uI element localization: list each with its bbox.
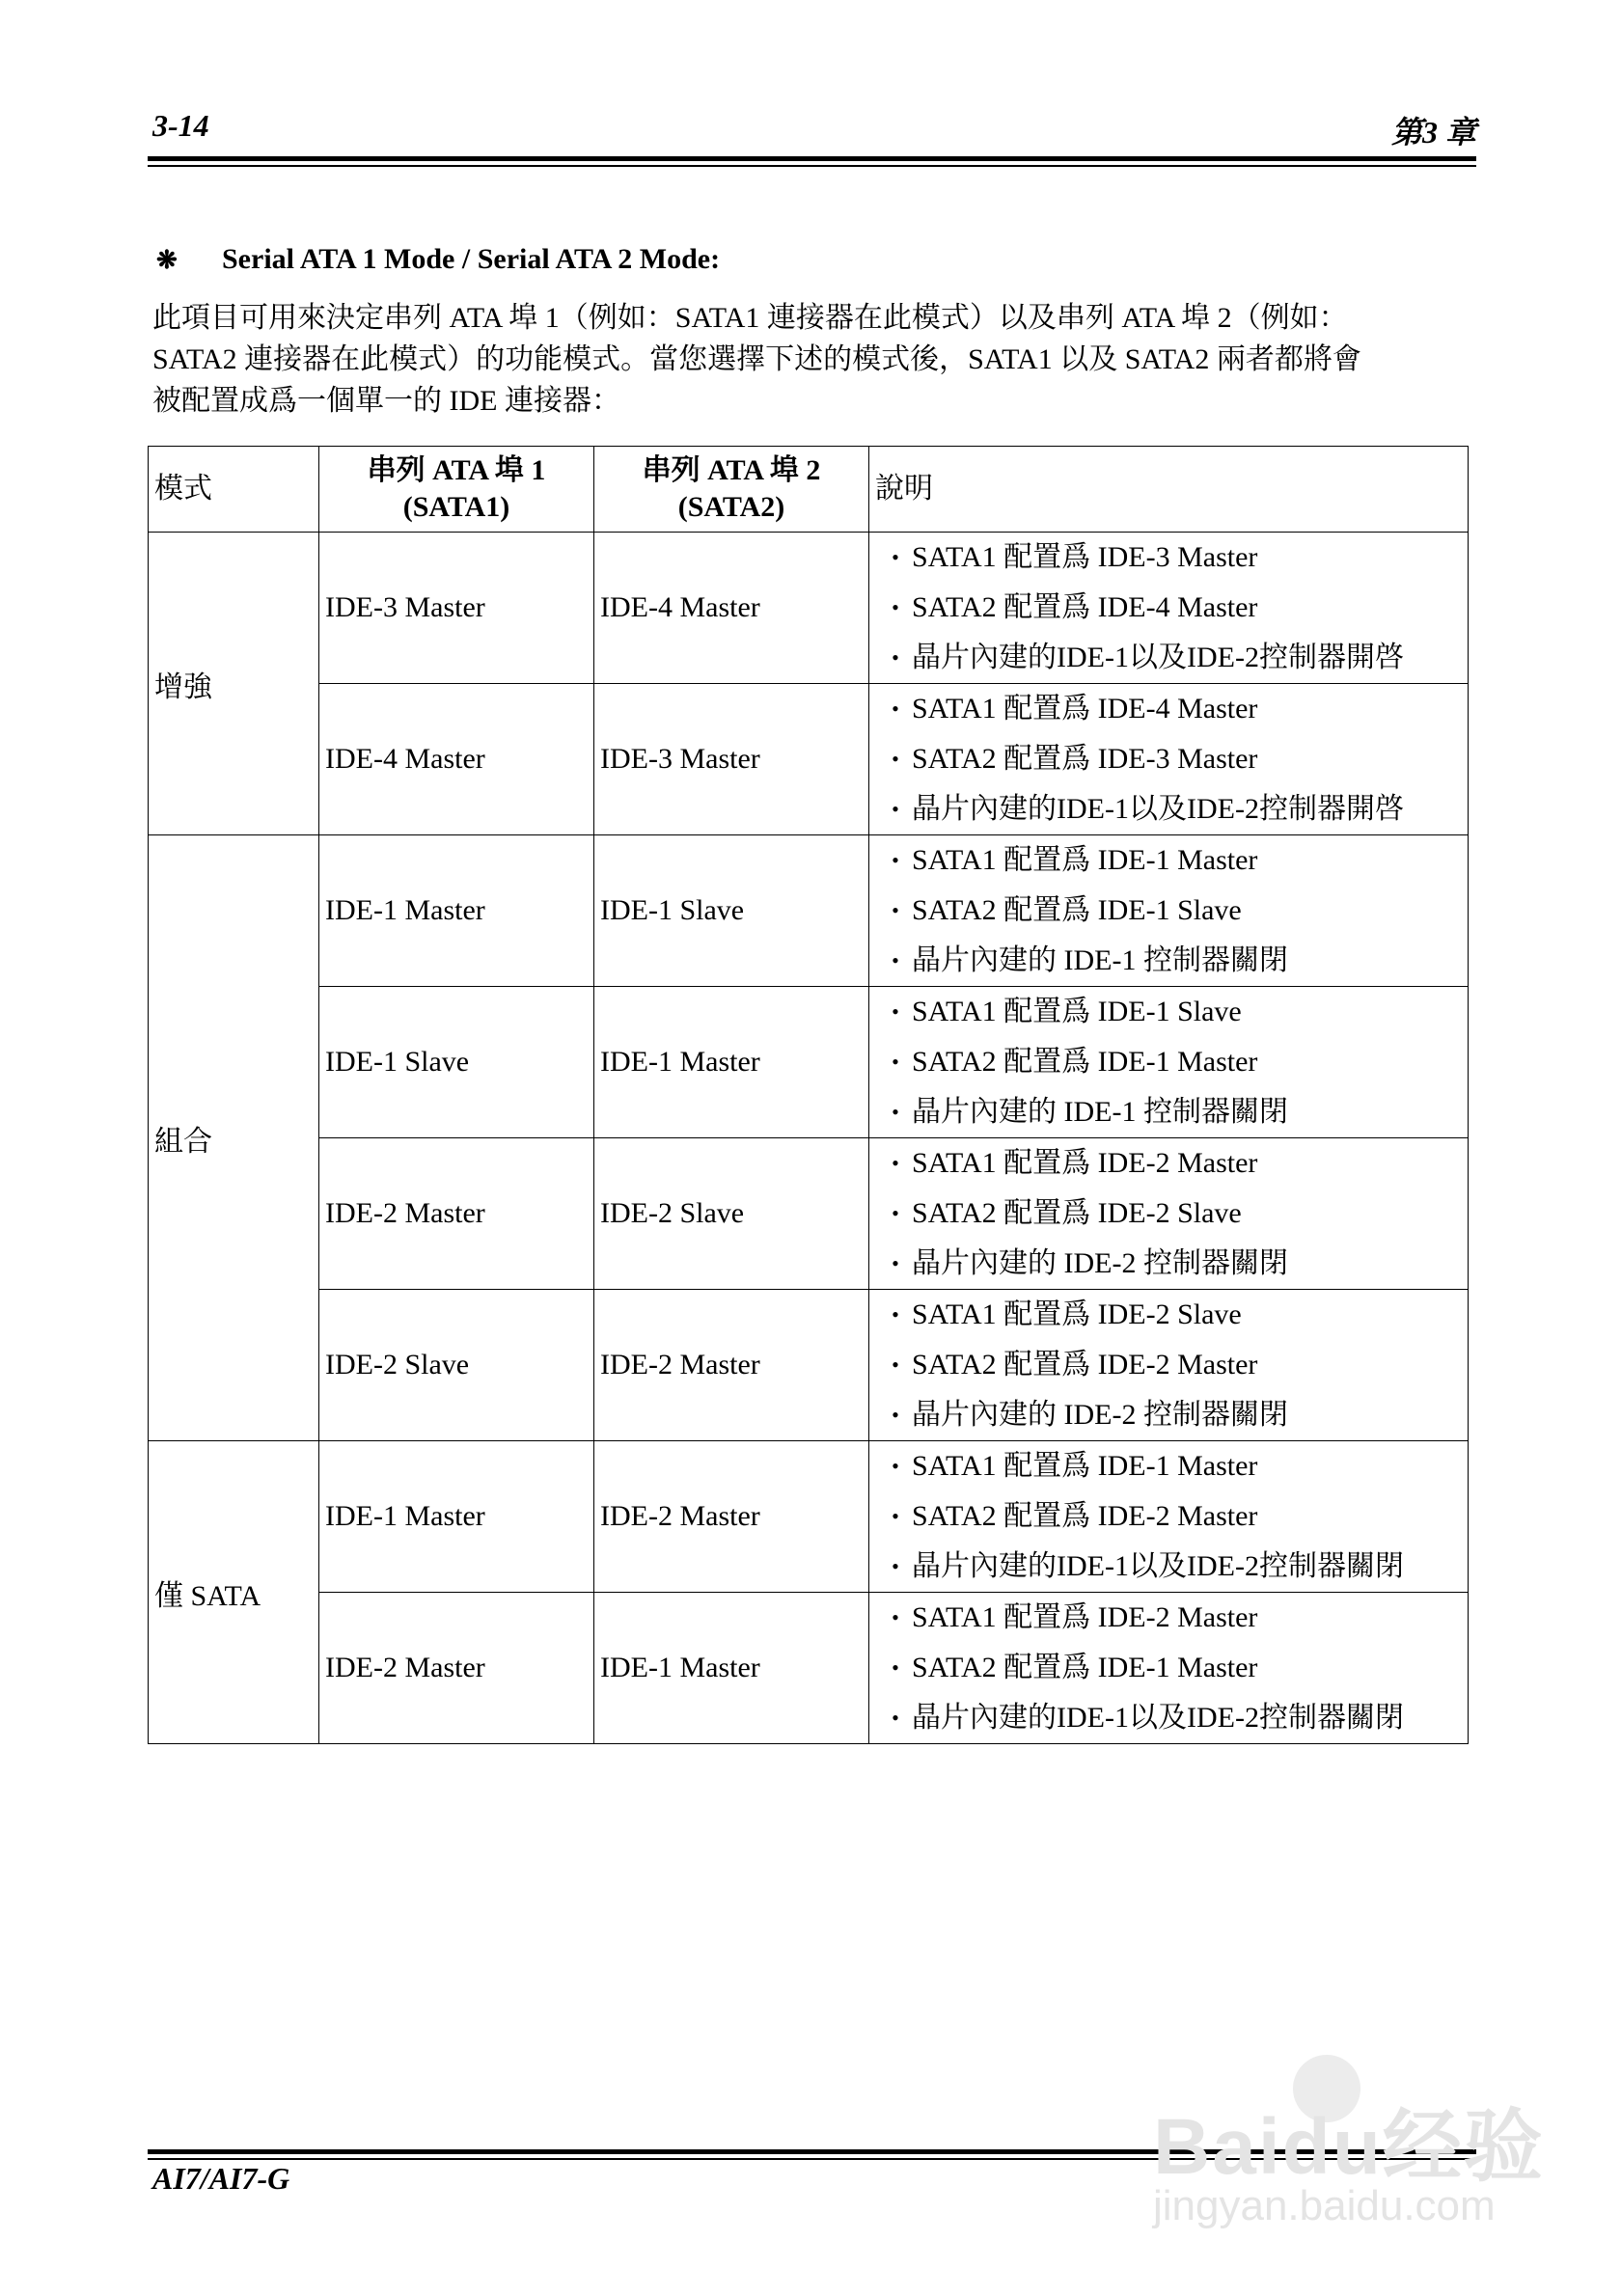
mode-cell: 僅 SATA: [149, 1441, 319, 1744]
port1-cell: IDE-1 Master: [319, 835, 594, 987]
port1-cell: IDE-4 Master: [319, 684, 594, 835]
description-cell: [869, 1593, 1469, 1744]
section-heading: [156, 243, 720, 276]
bullet-dot-icon: •: [892, 595, 899, 619]
port1-cell: IDE-3 Master: [319, 533, 594, 684]
description-text: SATA1 配置爲 IDE-4 Master: [912, 693, 1258, 724]
description-text: SATA1 配置爲 IDE-2 Master: [912, 1147, 1258, 1179]
bullet-dot-icon: •: [892, 1403, 899, 1427]
table-header-row: [149, 447, 1469, 533]
page-number: 3-14: [152, 108, 209, 143]
description-cell: [869, 987, 1469, 1138]
watermark-url: jingyan.baidu.com: [1153, 2182, 1496, 2229]
description-item: [879, 1138, 1468, 1189]
chapter-label: 第3 章: [1390, 115, 1476, 150]
port1-cell: IDE-2 Master: [319, 1593, 594, 1744]
description-text: SATA2 配置爲 IDE-3 Master: [912, 743, 1258, 775]
intro-line: SATA2 連接器在此模式）的功能模式。當您選擇下述的模式後，SATA1 以及 SATA2 兩者都將會: [152, 343, 1361, 375]
description-text: SATA2 配置爲 IDE-1 Master: [912, 1046, 1258, 1078]
header-mode: 模式: [149, 447, 319, 533]
port2-cell: IDE-2 Master: [594, 1441, 869, 1593]
description-text: 晶片內建的IDE-1以及IDE-2控制器開啓: [912, 642, 1404, 673]
bullet-dot-icon: •: [892, 797, 899, 821]
description-cell: [869, 1138, 1469, 1290]
port2-cell: IDE-3 Master: [594, 684, 869, 835]
table-row: [149, 684, 1469, 835]
bullet-dot-icon: •: [892, 545, 899, 569]
description-item: [879, 1491, 1468, 1542]
description-item: [879, 1643, 1468, 1693]
description-item: [879, 1290, 1468, 1340]
table-row: [149, 1441, 1469, 1593]
bullet-dot-icon: •: [892, 1706, 899, 1730]
bullet-dot-icon: •: [892, 1151, 899, 1175]
description-item: [879, 835, 1468, 886]
intro-paragraph: [152, 297, 1484, 422]
section-title: Serial ATA 1 Mode / Serial ATA 2 Mode:: [222, 243, 721, 275]
mode-cell: 組合: [149, 835, 319, 1441]
bullet-dot-icon: •: [892, 948, 899, 972]
description-item: [879, 1189, 1468, 1239]
bullet-dot-icon: •: [892, 1050, 899, 1074]
port2-cell: IDE-1 Slave: [594, 835, 869, 987]
description-text: 晶片內建的IDE-1以及IDE-2控制器關閉: [912, 1702, 1404, 1734]
port1-cell: IDE-2 Slave: [319, 1290, 594, 1441]
description-cell: [869, 1290, 1469, 1441]
bullet-dot-icon: •: [892, 1302, 899, 1326]
port1-cell: IDE-1 Slave: [319, 987, 594, 1138]
sata-mode-table: [148, 446, 1469, 1744]
header-port1: 串列 ATA 埠 1 (SATA1): [319, 447, 594, 533]
table-row: [149, 835, 1469, 987]
description-text: SATA2 配置爲 IDE-4 Master: [912, 591, 1258, 623]
description-text: 晶片內建的IDE-1以及IDE-2控制器開啓: [912, 793, 1404, 825]
bullet-icon: ❋: [156, 246, 178, 274]
table-row: [149, 1290, 1469, 1441]
port2-cell: IDE-1 Master: [594, 987, 869, 1138]
bullet-dot-icon: •: [892, 1655, 899, 1680]
bullet-dot-icon: •: [892, 848, 899, 872]
description-item: [879, 936, 1468, 986]
description-text: 晶片內建的 IDE-1 控制器關閉: [912, 944, 1288, 976]
description-item: [879, 684, 1468, 734]
description-item: [879, 886, 1468, 936]
watermark-logo: Baidu经验: [1153, 2103, 1545, 2191]
bullet-dot-icon: •: [892, 1251, 899, 1275]
description-item: [879, 734, 1468, 784]
description-item: [879, 784, 1468, 834]
bullet-dot-icon: •: [892, 898, 899, 922]
table-row: [149, 987, 1469, 1138]
header-description: 說明: [869, 447, 1469, 533]
description-item: [879, 1593, 1468, 1643]
description-cell: [869, 1441, 1469, 1593]
description-text: SATA2 配置爲 IDE-2 Master: [912, 1349, 1258, 1380]
description-item: [879, 1340, 1468, 1390]
header-rule-thin: [148, 165, 1476, 167]
port1-cell: IDE-2 Master: [319, 1138, 594, 1290]
description-item: [879, 1390, 1468, 1440]
description-item: [879, 1441, 1468, 1491]
description-text: SATA1 配置爲 IDE-1 Master: [912, 1450, 1258, 1482]
description-item: [879, 583, 1468, 633]
description-cell: [869, 835, 1469, 987]
bullet-dot-icon: •: [892, 1353, 899, 1377]
description-item: [879, 633, 1468, 683]
description-item: [879, 1037, 1468, 1087]
header-rule: [148, 156, 1476, 161]
bullet-dot-icon: •: [892, 999, 899, 1024]
port1-cell: IDE-1 Master: [319, 1441, 594, 1593]
description-text: SATA1 配置爲 IDE-2 Master: [912, 1601, 1258, 1633]
header-port2: 串列 ATA 埠 2 (SATA2): [594, 447, 869, 533]
description-text: SATA2 配置爲 IDE-2 Master: [912, 1500, 1258, 1532]
description-item: [879, 1693, 1468, 1743]
table-row: [149, 1138, 1469, 1290]
bullet-dot-icon: •: [892, 645, 899, 670]
table-row: [149, 533, 1469, 684]
description-item: [879, 1239, 1468, 1289]
description-text: 晶片內建的 IDE-1 控制器關閉: [912, 1096, 1288, 1128]
description-text: SATA1 配置爲 IDE-1 Master: [912, 844, 1258, 876]
port2-cell: IDE-4 Master: [594, 533, 869, 684]
footer-model: AI7/AI7-G: [152, 2161, 290, 2196]
intro-line: 此項目可用來決定串列 ATA 埠 1（例如：SATA1 連接器在此模式）以及串列 ATA 埠 2（例如：: [152, 302, 1348, 334]
port2-cell: IDE-2 Slave: [594, 1138, 869, 1290]
bullet-dot-icon: •: [892, 747, 899, 771]
description-cell: [869, 533, 1469, 684]
bullet-dot-icon: •: [892, 1201, 899, 1225]
description-text: SATA1 配置爲 IDE-1 Slave: [912, 996, 1242, 1027]
mode-cell: 增強: [149, 533, 319, 835]
description-text: 晶片內建的 IDE-2 控制器關閉: [912, 1247, 1288, 1279]
description-item: [879, 1087, 1468, 1137]
bullet-dot-icon: •: [892, 1605, 899, 1629]
description-text: SATA2 配置爲 IDE-1 Slave: [912, 894, 1242, 926]
description-item: [879, 1542, 1468, 1592]
port2-cell: IDE-2 Master: [594, 1290, 869, 1441]
bullet-dot-icon: •: [892, 1504, 899, 1528]
description-text: 晶片內建的IDE-1以及IDE-2控制器關閉: [912, 1550, 1404, 1582]
description-item: [879, 987, 1468, 1037]
intro-line: 被配置成爲一個單一的 IDE 連接器：: [152, 385, 620, 417]
description-text: 晶片內建的 IDE-2 控制器關閉: [912, 1399, 1288, 1431]
bullet-dot-icon: •: [892, 1100, 899, 1124]
description-text: SATA2 配置爲 IDE-1 Master: [912, 1652, 1258, 1683]
bullet-dot-icon: •: [892, 1454, 899, 1478]
description-text: SATA1 配置爲 IDE-2 Slave: [912, 1298, 1242, 1330]
port2-cell: IDE-1 Master: [594, 1593, 869, 1744]
description-text: SATA1 配置爲 IDE-3 Master: [912, 541, 1258, 573]
table-row: [149, 1593, 1469, 1744]
bullet-dot-icon: •: [892, 1554, 899, 1578]
description-text: SATA2 配置爲 IDE-2 Slave: [912, 1197, 1242, 1229]
bullet-dot-icon: •: [892, 697, 899, 721]
description-cell: [869, 684, 1469, 835]
description-item: [879, 533, 1468, 583]
